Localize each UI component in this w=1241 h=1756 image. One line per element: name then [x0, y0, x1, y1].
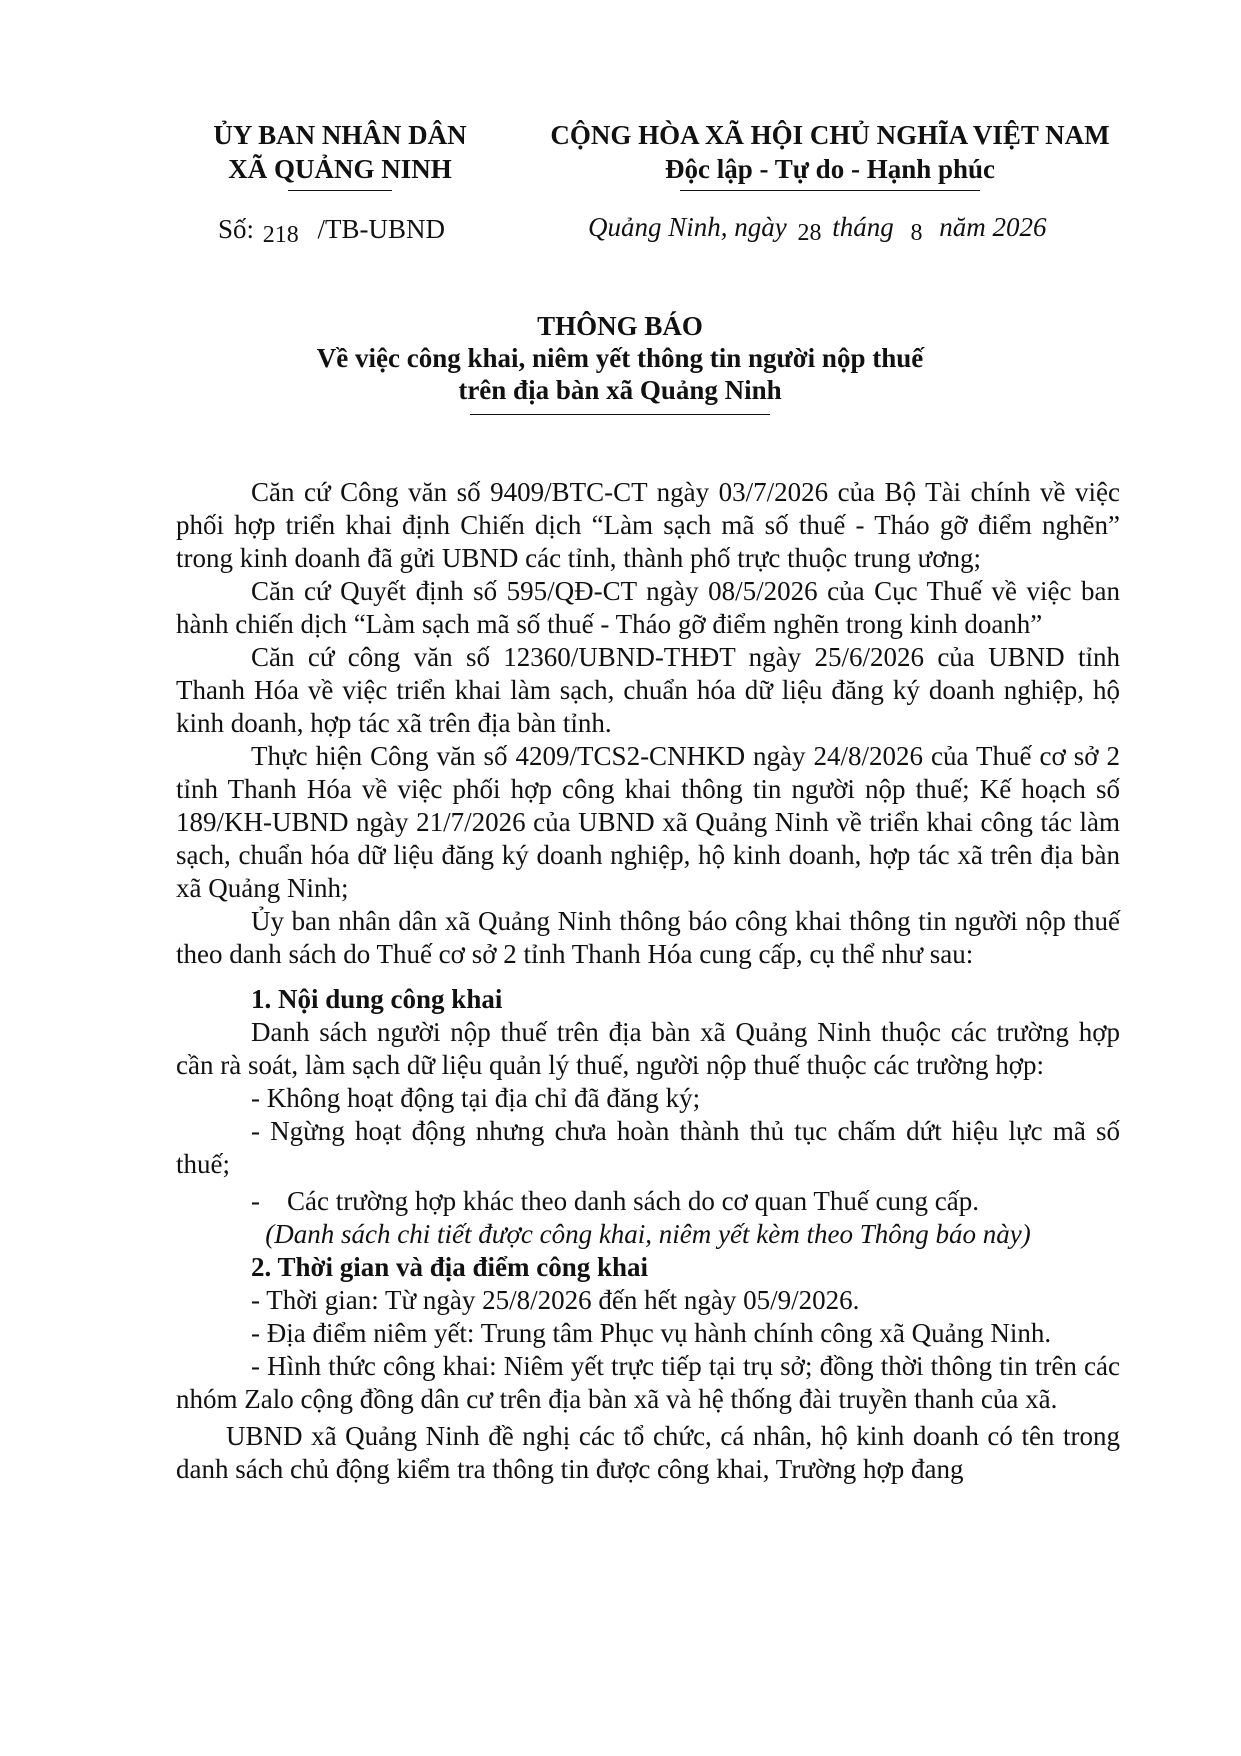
- date-month-label: tháng: [832, 212, 894, 242]
- section-1-note: (Danh sách chi tiết được công khai, niêm yết kèm theo Thông báo này): [265, 1219, 1031, 1249]
- paragraph-basis-3: Căn cứ công văn số 12360/UBND-THĐT ngày 25/6/2026 của UBND tỉnh Thanh Hóa về việc triển khai làm sạch, chuẩn hóa dữ liệu đăng ký doanh nghiệp, hộ kinh doanh, hợp tác xã trên địa bàn tỉnh.: [176, 642, 1120, 738]
- paragraph-basis-1: Căn cứ Công văn số 9409/BTC-CT ngày 03/7/2026 của Bộ Tài chính về việc phối hợp triển khai định Chiến dịch “Làm sạch mã số thuế - Tháo gỡ điểm nghẽn” trong kinh doanh đã gửi UBND các tỉnh, thành phố trực thuộc trung ương;: [176, 477, 1120, 573]
- paragraph-implementation: Thực hiện Công văn số 4209/TCS2-CNHKD ngày 24/8/2026 của Thuế cơ sở 2 tỉnh Thanh Hóa về việc phối hợp công khai thông tin người nộp thuế; Kế hoạch số 189/KH-UBND ngày 21/7/2026 của UBND xã Quảng Ninh về triển khai công tác làm sạch, chuẩn hóa dữ liệu đăng ký doanh nghiệp, hộ kinh doanh, hợp tác xã trên địa bàn xã Quảng Ninh;: [176, 741, 1120, 903]
- document-date: [588, 212, 1047, 246]
- doc-number-prefix: Số:: [218, 214, 255, 244]
- date-day: 28: [797, 220, 822, 246]
- section-1-item-1: - Không hoạt động tại địa chỉ đã đăng ký;: [251, 1083, 701, 1113]
- motto-underline: [680, 190, 980, 191]
- paragraph-request: UBND xã Quảng Ninh đề nghị các tổ chức, cá nhân, hộ kinh doanh có tên trong danh sách chủ động kiểm tra thông tin được công khai, Trường hợp đang: [176, 1421, 1120, 1484]
- section-2-form: - Hình thức công khai: Niêm yết trực tiếp tại trụ sở; đồng thời thông tin trên các nhóm Zalo cộng đồng dân cư trên địa bàn xã và hệ thống đài truyền thanh của xã.: [176, 1351, 1120, 1414]
- document-title: [240, 310, 1000, 415]
- title-main: THÔNG BÁO: [537, 311, 703, 341]
- section-1-item-3: [176, 1185, 1120, 1218]
- doc-number-suffix: /TB-UBND: [317, 214, 446, 244]
- national-motto: Độc lập - Tự do - Hạnh phúc: [664, 154, 996, 184]
- paragraph-basis-2: Căn cứ Quyết định số 595/QĐ-CT ngày 08/5/2026 của Cục Thuế về việc ban hành chiến dịch “Làm sạch mã số thuế - Tháo gỡ điểm nghẽn trong kinh doanh”: [176, 576, 1120, 639]
- doc-number-value: 218: [262, 222, 299, 248]
- section-2-heading: 2. Thời gian và địa điểm công khai: [251, 1252, 649, 1282]
- section-2-place: - Địa điểm niêm yết: Trung tâm Phục vụ hành chính công xã Quảng Ninh.: [251, 1318, 1052, 1348]
- item-3-text: Các trường hợp khác theo danh sách do cơ quan Thuế cung cấp.: [287, 1186, 980, 1216]
- date-place: Quảng Ninh, ngày: [588, 212, 787, 242]
- title-subject-line1: Về việc công khai, niêm yết thông tin người nộp thuế: [316, 343, 924, 373]
- title-underline: [470, 414, 770, 415]
- section-2-time: - Thời gian: Từ ngày 25/8/2026 đến hết ngày 05/9/2026.: [251, 1285, 860, 1315]
- section-1-intro: Danh sách người nộp thuế trên địa bàn xã Quảng Ninh thuộc các trường hợp cần rà soát, làm sạch dữ liệu quản lý thuế, người nộp thuế thuộc các trường hợp:: [176, 1017, 1120, 1080]
- section-1-heading: 1. Nội dung công khai: [251, 984, 503, 1014]
- title-subject-line2: trên địa bàn xã Quảng Ninh: [458, 375, 782, 405]
- document-number: [218, 214, 446, 248]
- section-1-item-2: - Ngừng hoạt động nhưng chưa hoàn thành thủ tục chấm dứt hiệu lực mã số thuế;: [176, 1116, 1120, 1179]
- national-header: [540, 118, 1120, 186]
- paragraph-announcement: Ủy ban nhân dân xã Quảng Ninh thông báo công khai thông tin người nộp thuế theo danh sách do Thuế cơ sở 2 tỉnh Thanh Hóa cung cấp, cụ thể như sau:: [176, 906, 1120, 969]
- date-month: 8: [910, 220, 923, 246]
- item-3-dash: -: [251, 1186, 260, 1216]
- document-body: [176, 476, 1120, 1486]
- agency-underline: [288, 190, 392, 191]
- date-year: năm 2026: [939, 212, 1047, 242]
- agency-name-line2: XÃ QUẢNG NINH: [228, 154, 452, 184]
- agency-header: [190, 118, 490, 186]
- national-title: CỘNG HÒA XÃ HỘI CHỦ NGHĨA VIỆT NAM: [550, 120, 1110, 150]
- agency-name-line1: ỦY BAN NHÂN DÂN: [213, 120, 467, 150]
